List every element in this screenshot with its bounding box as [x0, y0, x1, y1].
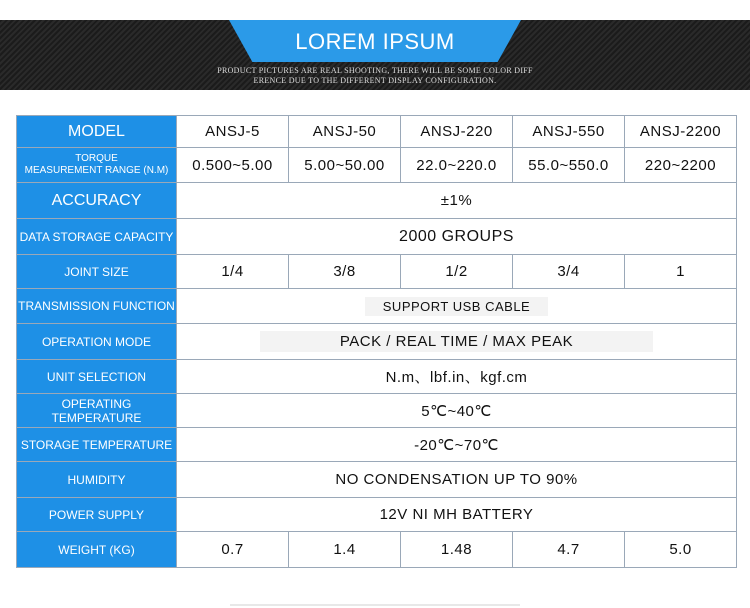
row-torque [17, 148, 737, 183]
storage-value: 2000 GROUPS [177, 219, 737, 255]
unit-label: UNIT SELECTION [17, 360, 177, 394]
mode-label: OPERATION MODE [17, 324, 177, 360]
mode-value [177, 324, 737, 360]
joint-cell: 3/8 [289, 255, 401, 289]
storage-label: DATA STORAGE CAPACITY [17, 219, 177, 255]
torque-cell: 0.500~5.00 [177, 148, 289, 183]
row-weight [17, 532, 737, 568]
model-cell: ANSJ-5 [177, 116, 289, 148]
st-temp-value: -20℃~70℃ [177, 428, 737, 462]
torque-cell: 22.0~220.0 [401, 148, 513, 183]
row-power [17, 498, 737, 532]
model-label: MODEL [17, 116, 177, 148]
row-storage [17, 219, 737, 255]
humidity-label: HUMIDITY [17, 462, 177, 498]
banner-subtitle-line2: ERENCE DUE TO THE DIFFERENT DISPLAY CONFIGURATION. [253, 76, 497, 85]
model-cell: ANSJ-50 [289, 116, 401, 148]
torque-cell: 55.0~550.0 [513, 148, 625, 183]
weight-cell: 1.4 [289, 532, 401, 568]
accuracy-value: ±1% [177, 183, 737, 219]
mode-text: PACK / REAL TIME / MAX PEAK [260, 331, 653, 352]
weight-cell: 1.48 [401, 532, 513, 568]
header-banner [0, 20, 750, 90]
weight-label: WEIGHT (KG) [17, 532, 177, 568]
row-transmission [17, 289, 737, 324]
weight-cell: 5.0 [625, 532, 737, 568]
joint-label: JOINT SIZE [17, 255, 177, 289]
row-humidity [17, 462, 737, 498]
row-model [17, 116, 737, 148]
row-unit [17, 360, 737, 394]
st-temp-label: STORAGE TEMPERATURE [17, 428, 177, 462]
humidity-value: NO CONDENSATION UP TO 90% [177, 462, 737, 498]
row-mode [17, 324, 737, 360]
banner-subtitle-line1: PRODUCT PICTURES ARE REAL SHOOTING, THERE WILL BE SOME COLOR DIFF [217, 66, 533, 75]
joint-cell: 3/4 [513, 255, 625, 289]
row-operating-temp [17, 394, 737, 428]
banner-title: LOREM IPSUM [295, 29, 455, 54]
banner-subtitle [175, 66, 575, 86]
weight-cell: 0.7 [177, 532, 289, 568]
row-joint [17, 255, 737, 289]
transmission-text: SUPPORT USB CABLE [365, 297, 548, 316]
op-temp-label: OPERATING TEMPERATURE [17, 394, 177, 428]
torque-cell: 220~2200 [625, 148, 737, 183]
transmission-value [177, 289, 737, 324]
row-storage-temp [17, 428, 737, 462]
row-accuracy [17, 183, 737, 219]
model-cell: ANSJ-2200 [625, 116, 737, 148]
joint-cell: 1/2 [401, 255, 513, 289]
joint-cell: 1/4 [177, 255, 289, 289]
footer-divider [230, 604, 520, 606]
model-cell: ANSJ-220 [401, 116, 513, 148]
torque-cell: 5.00~50.00 [289, 148, 401, 183]
unit-value: N.m、lbf.in、kgf.cm [177, 360, 737, 394]
op-temp-value: 5℃~40℃ [177, 394, 737, 428]
power-value: 12V NI MH BATTERY [177, 498, 737, 532]
transmission-label: TRANSMISSION FUNCTION [17, 289, 177, 324]
torque-label-line2: MEASUREMENT RANGE (N.M) [24, 165, 169, 176]
weight-cell: 4.7 [513, 532, 625, 568]
accuracy-label: ACCURACY [17, 183, 177, 219]
power-label: POWER SUPPLY [17, 498, 177, 532]
torque-label-line1: TORQUE [75, 153, 118, 164]
torque-label [17, 148, 177, 183]
spec-table [16, 115, 737, 568]
model-cell: ANSJ-550 [513, 116, 625, 148]
joint-cell: 1 [625, 255, 737, 289]
